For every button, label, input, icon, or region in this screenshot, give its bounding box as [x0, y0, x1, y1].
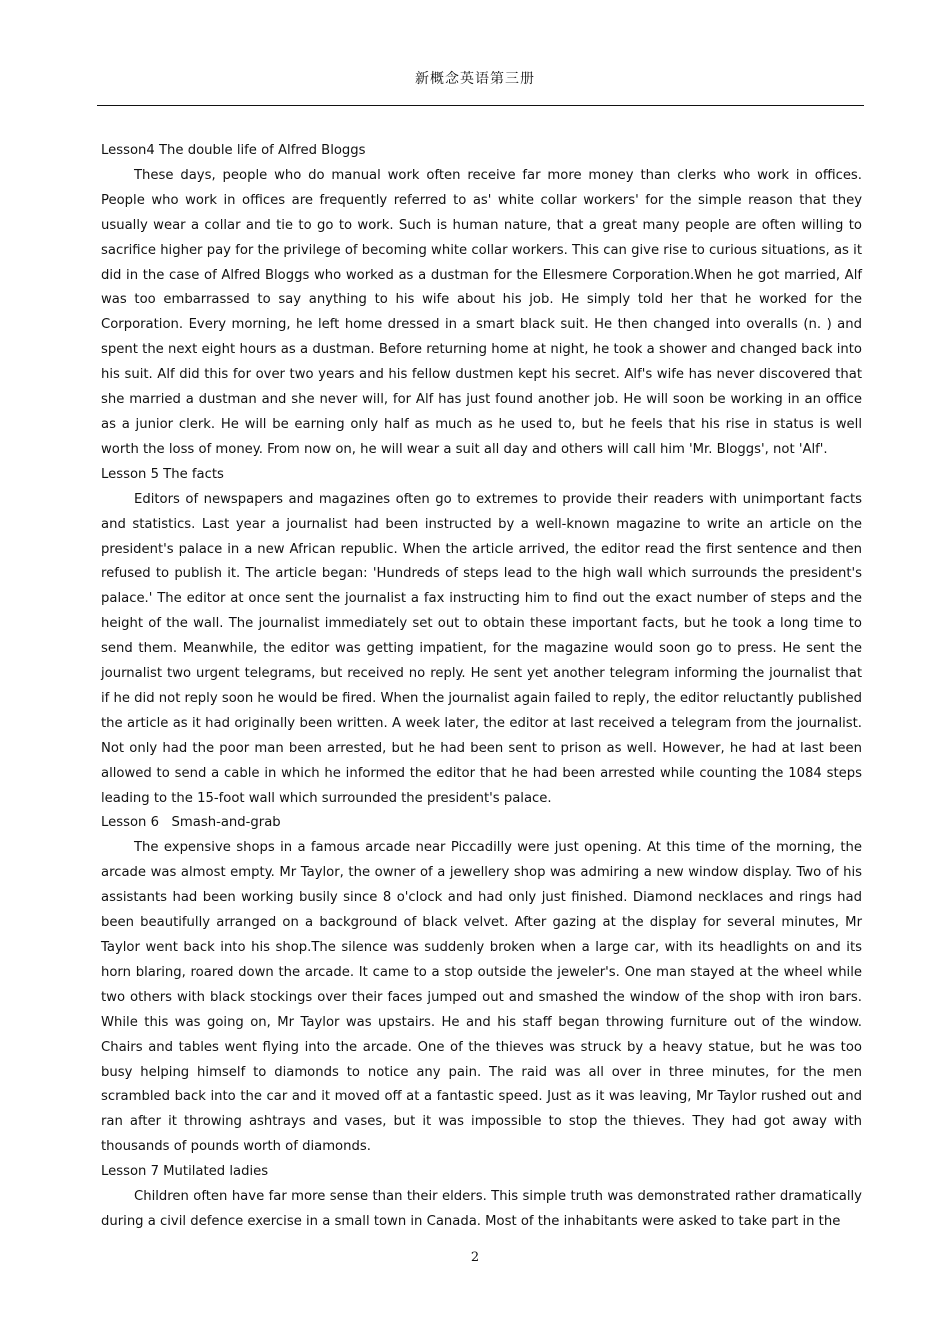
lesson-4-title: Lesson4 The double life of Alfred Bloggs — [101, 143, 366, 158]
lesson-5-paragraph: Editors of newspapers and magazines often go to extremes to provide their readers with unimportant facts and statistics. Last year a journalist had been instructed by a well-known magazine to write an article on the president's palace in a new African republic. When the article arrived, the editor read the first sentence and then refused to publish it. The article began: 'Hundreds of steps lead to the high wall which surrounds the president's palace.' The editor at once sent the journalist a fax instructing him to find out the exact number of steps and the height of the wall. The journalist immediately set out to obtain these important facts, but he took a long time to send them. Meanwhile, the editor was getting impatient, for the magazine would soon go to press. He sent the journalist two urgent telegrams, but received no reply. He sent yet another telegram informing the journalist that if he did not reply soon he would be fired. When the journalist again failed to reply, the editor reluctantly published the article as it had originally been written. A week later, the editor at last received a telegram from the journalist. Not only had the poor man been arrested, but he had been sent to prison as well. However, he had at last been allowed to send a cable in which he informed the editor that he had been arrested while counting the 1084 steps leading to the 15-foot wall which surrounded the president's palace. — [101, 491, 862, 806]
lesson-7-title: Lesson 7 Mutilated ladies — [101, 1164, 269, 1180]
lesson-5-title: Lesson 5 The facts — [101, 466, 224, 482]
lesson-7-paragraph: Children often have far more sense than their elders. This simple truth was demonstrated rather dramatically during a civil defence exercise in a small town in Canada. Most of the inhabitants were asked to take part in the — [101, 1189, 862, 1229]
document-body — [101, 139, 862, 1235]
page-number: 2 — [470, 1250, 480, 1265]
lesson-4-paragraph: These days, people who do manual work often receive far more money than clerks who work in offices. People who work in offices are frequently referred to as' white collar workers' for the simple reason that they usually wear a collar and tie to go to work. Such is human nature, that a great many people are often willing to sacrifice higher pay for the privilege of becoming white collar workers. This can give rise to curious situations, as it did in the case of Alfred Bloggs who worked as a dustman for the Ellesmere Corporation.When he got married, Alf was too embarrassed to say anything to his wife about his job. He simply told her that he worked for the Corporation. Every morning, he left home dressed in a smart black suit. He then changed into overalls (n. ) and spent the next eight hours as a dustman. Before returning home at night, he took a shower and changed back into his suit. Alf did this for over two years and his fellow dustmen kept his secret. Alf's wife has never discovered that she married a dustman and she never will, for Alf has just found another job. He will soon be working in an office as a junior clerk. He will be earning only half as much as he used to, but he feels that his rise in status is well worth the loss of money. From now on, he will wear a suit all day and others will call him 'Mr. Bloggs', not 'Alf'. — [101, 167, 862, 457]
lesson-6-title: Lesson 6 Smash-and-grab — [101, 815, 281, 831]
header-divider — [97, 105, 864, 106]
lesson-6-paragraph: The expensive shops in a famous arcade near Piccadilly were just opening. At this time of the morning, the arcade was almost empty. Mr Taylor, the owner of a jewellery shop was admiring a new window display. Two of his assistants had been working busily since 8 o'clock and had only just finished. Diamond necklaces and rings had been beautifully arranged on a background of black velvet. After gazing at the display for several minutes, Mr Taylor went back into his shop.The silence was suddenly broken when a large car, with its headlights on and its horn blaring, roared down the arcade. It came to a stop outside the jeweler's. One man stayed at the wheel while two others with black stockings over their faces jumped out and smashed the window of the shop with iron bars. While this was going on, Mr Taylor was upstairs. He and his staff began throwing furniture out of the window. Chairs and tables went flying into the arcade. One of the thieves was struck by a heavy statue, but he was too busy helping himself to diamonds to notice any pain. The raid was all over in three minutes, for the men scrambled back into the car and it moved off at a fantastic speed. Just as it was leaving, Mr Taylor rushed out and ran after it throwing ashtrays and vases, but it was impossible to stop the thieves. They had got away with thousands of pounds worth of diamonds. — [101, 840, 862, 1155]
page-header-title: 新概念英语第三册 — [415, 71, 535, 87]
